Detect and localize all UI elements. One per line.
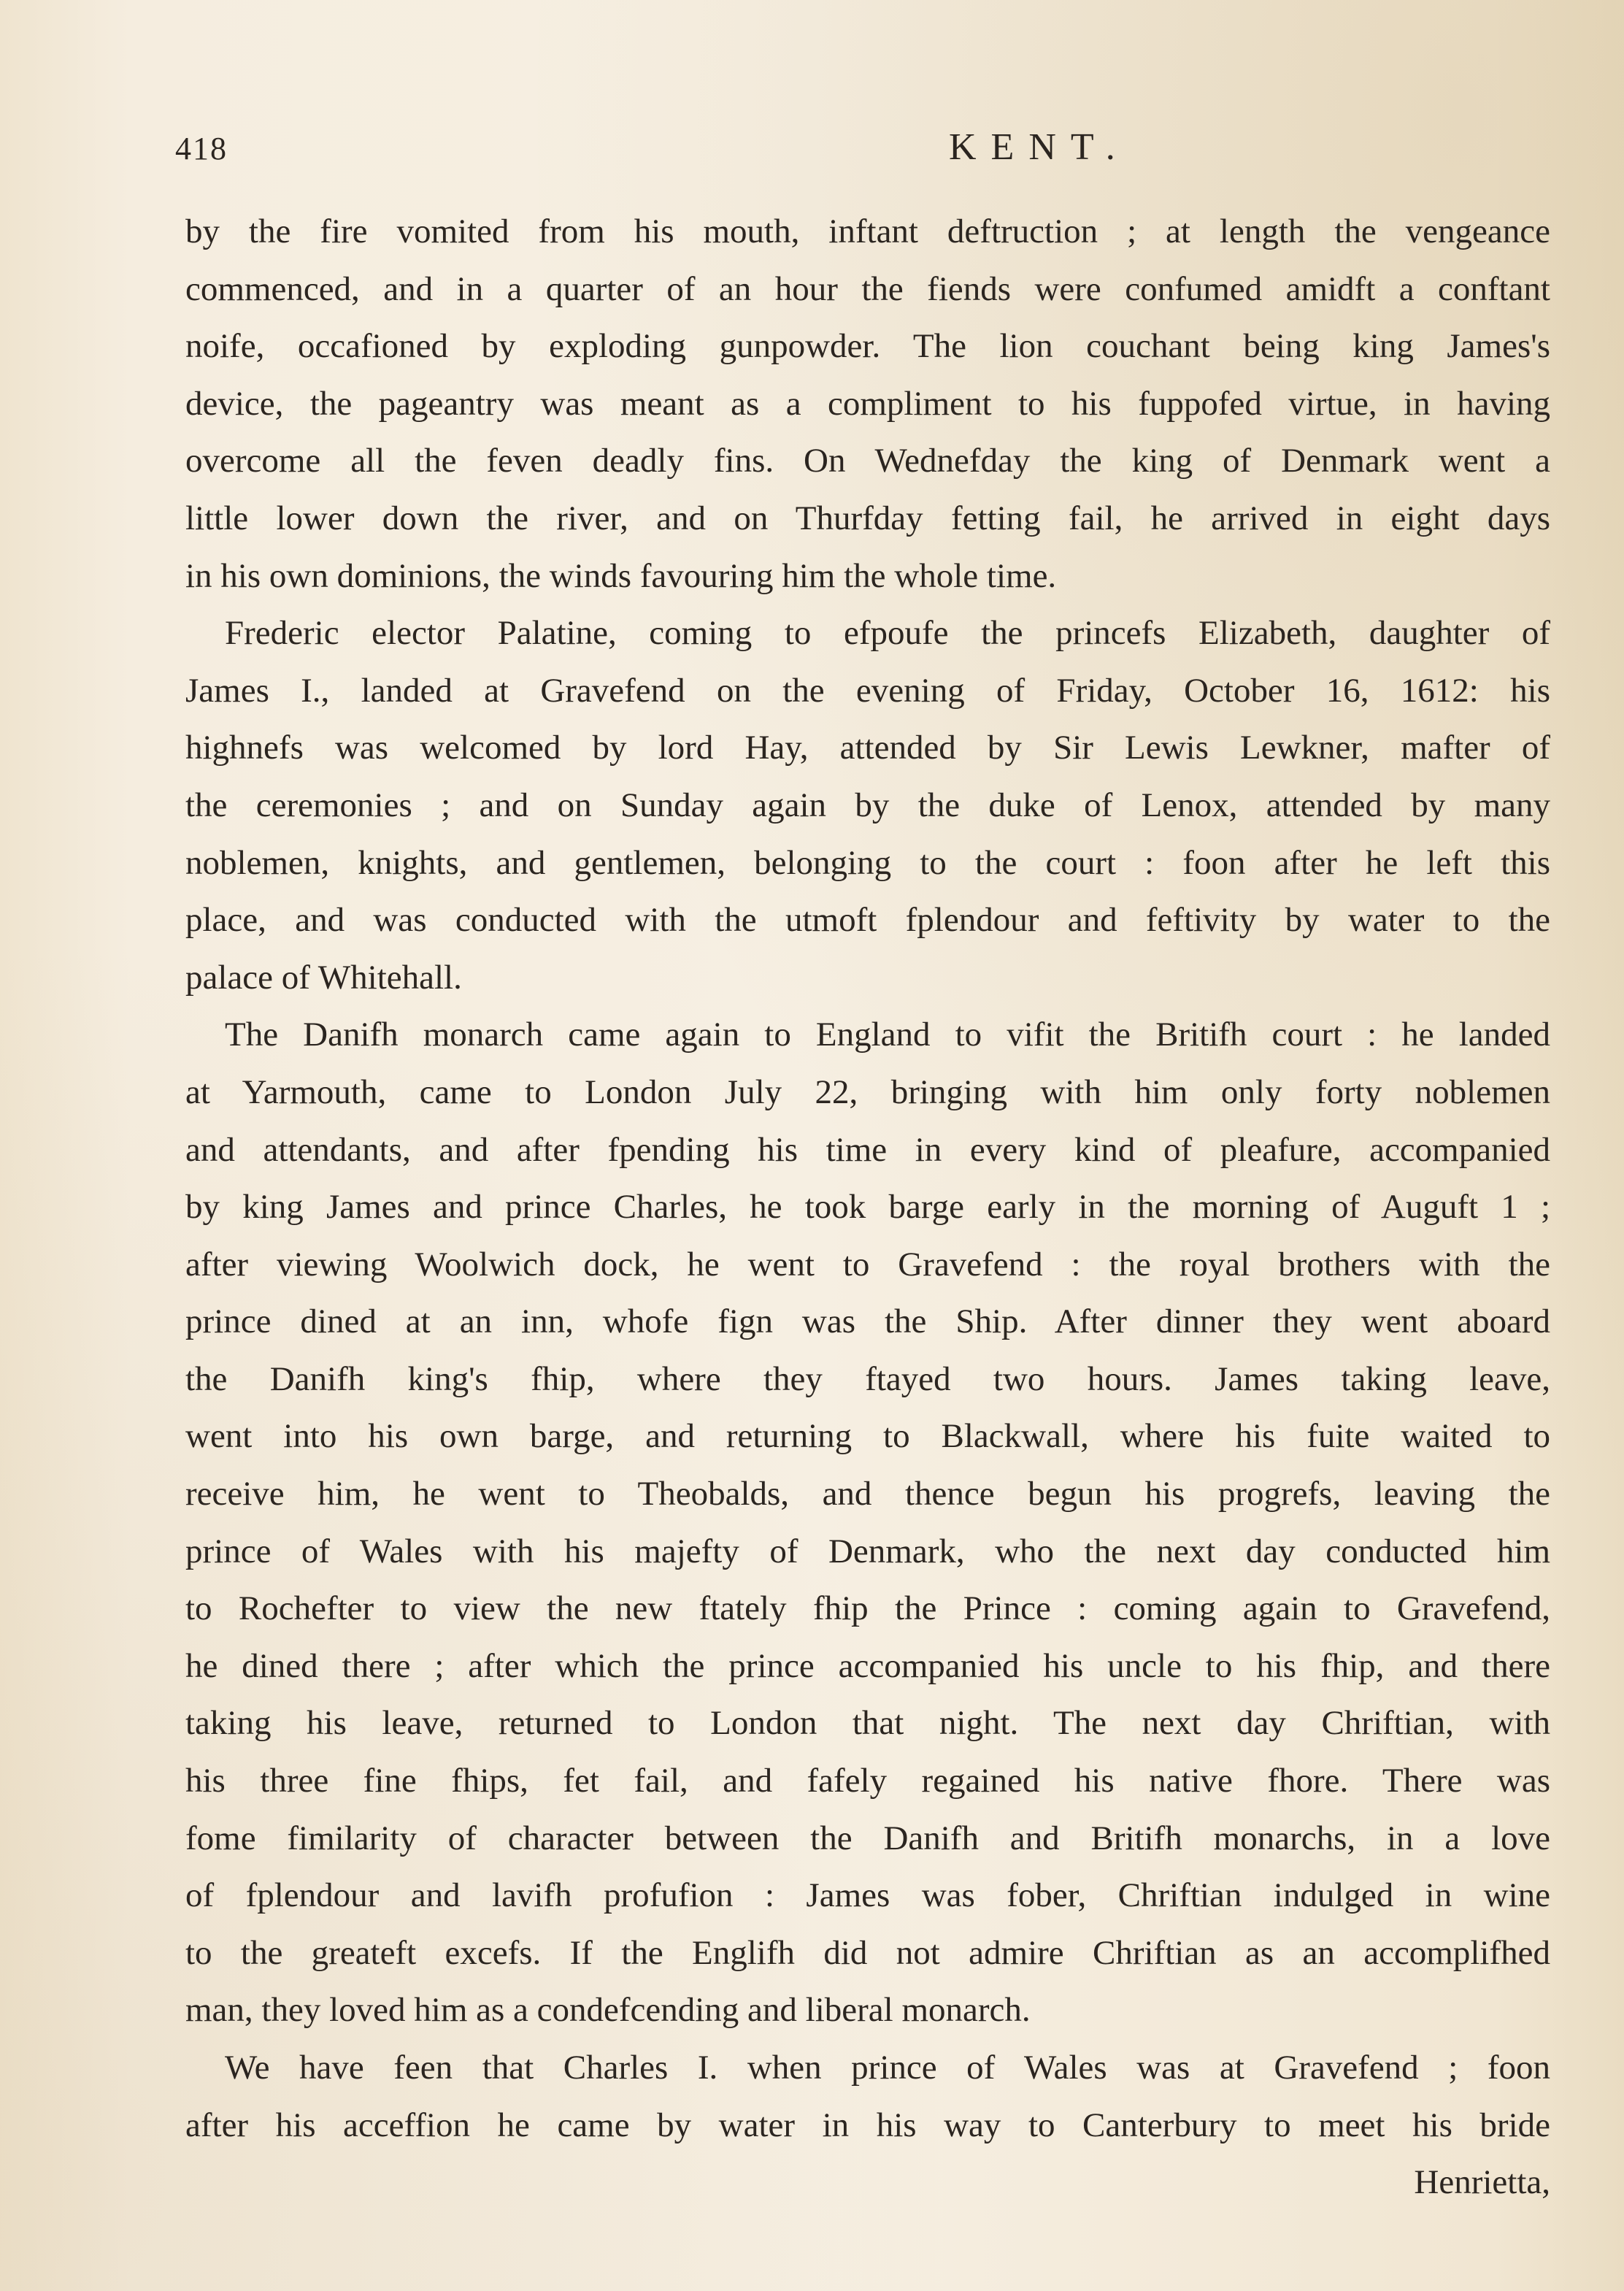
page-header — [175, 126, 1547, 188]
text-line: noblemen, knights, and gentlemen, belonging to the court : foon after he left this — [185, 843, 1550, 882]
page-number: 418 — [175, 131, 228, 166]
text-line: and attendants, and after fpending his time in every kind of pleafure, accompanied — [185, 1130, 1550, 1169]
text-line: at Yarmouth, came to London July 22, bringing with him only forty noblemen — [185, 1072, 1550, 1111]
text-line: he dined there ; after which the prince accompanied his uncle to his fhip, and there — [185, 1646, 1550, 1685]
text-line: Frederic elector Palatine, coming to efpoufe the princefs Elizabeth, daughter of — [225, 614, 1550, 653]
text-line: receive him, he went to Theobalds, and thence begun his progrefs, leaving the — [185, 1475, 1550, 1513]
text-line: went into his own barge, and returning to Blackwall, where his fuite waited to — [185, 1417, 1550, 1456]
text-line: after viewing Woolwich dock, he went to Gravefend : the royal brothers with the — [185, 1245, 1550, 1283]
text-line: place, and was conducted with the utmoft fplendour and feftivity by water to the — [185, 901, 1550, 940]
text-line: after his acceffion he came by water in his way to Canterbury to meet his bride — [185, 2106, 1550, 2144]
text-line: taking his leave, returned to London that night. The next day Chriftian, with — [185, 1704, 1550, 1743]
text-line: of fplendour and lavifh profufion : James was fober, Chriftian indulged in wine — [185, 1876, 1550, 1915]
text-line: We have feen that Charles I. when prince of Wales was at Gravefend ; foon — [225, 2049, 1550, 2087]
text-line: highnefs was welcomed by lord Hay, attended by Sir Lewis Lewkner, mafter of — [185, 729, 1550, 767]
text-line: by the fire vomited from his mouth, inftant deftruction ; at length the vengeance — [185, 212, 1550, 250]
text-line: in his own dominions, the winds favouring him the whole time. — [185, 556, 1057, 595]
text-line: the ceremonies ; and on Sunday again by the duke of Lenox, attended by many — [185, 786, 1550, 824]
running-title: KENT. — [949, 126, 1130, 168]
text-line: palace of Whitehall. — [185, 958, 462, 997]
text-line: James I., landed at Gravefend on the evening of Friday, October 16, 1612: his — [185, 671, 1550, 710]
text-line: fome fimilarity of character between the Danifh and Britifh monarchs, in a love — [185, 1819, 1550, 1857]
text-line: commenced, and in a quarter of an hour the fiends were confumed amidft a conftant — [185, 269, 1550, 308]
text-line: to Rochefter to view the new ftately fhip the Prince : coming again to Gravefend, — [185, 1589, 1550, 1628]
text-line: The Danifh monarch came again to England to vifit the Britifh court : he landed — [225, 1016, 1550, 1054]
body-text — [185, 203, 1550, 2211]
text-line: little lower down the river, and on Thurfday fetting fail, he arrived in eight days — [185, 499, 1550, 537]
text-line: noife, occafioned by exploding gunpowder. The lion couchant being king James's — [185, 327, 1550, 366]
text-line: man, they loved him as a condefcending and liberal monarch. — [185, 1991, 1031, 2030]
text-line: device, the pageantry was meant as a compliment to his fuppofed virtue, in having — [185, 384, 1550, 423]
text-line: by king James and prince Charles, he took barge early in the morning of Auguft 1 ; — [185, 1188, 1550, 1227]
catchword: Henrietta, — [1414, 2163, 1550, 2202]
text-line: prince of Wales with his majefty of Denmark, who the next day conducted him — [185, 1532, 1550, 1570]
text-line: his three fine fhips, fet fail, and fafely regained his native fhore. There was — [185, 1762, 1550, 1800]
text-line: the Danifh king's fhip, where they ftayed two hours. James taking leave, — [185, 1359, 1550, 1398]
text-line: prince dined at an inn, whofe fign was the Ship. After dinner they went aboard — [185, 1302, 1550, 1341]
text-line: overcome all the feven deadly fins. On Wednefday the king of Denmark went a — [185, 442, 1550, 480]
text-line: to the greateft excefs. If the Englifh did not admire Chriftian as an accomplifhed — [185, 1933, 1550, 1972]
